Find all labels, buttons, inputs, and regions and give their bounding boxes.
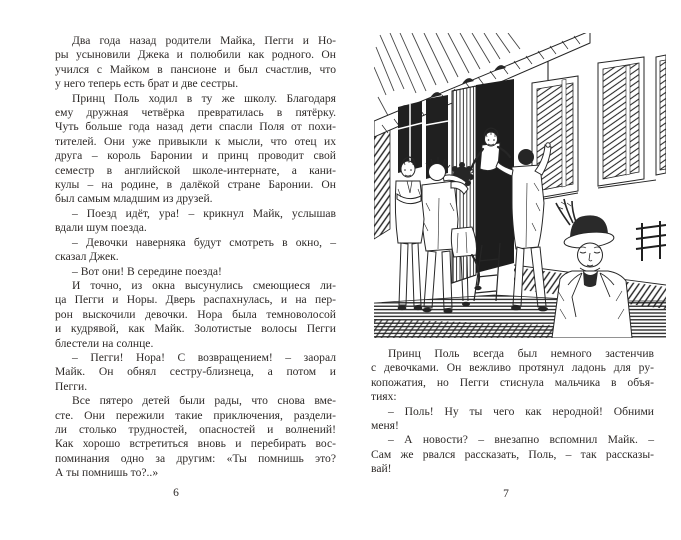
text-line: ли столько трудностей, опасностей и волнений! bbox=[55, 422, 336, 436]
text-line: Сам же рвался рассказать, Поль, – так рассказы- bbox=[371, 447, 654, 461]
text-line: поминания одно за другим: «Ты помнишь это? bbox=[55, 451, 336, 465]
text-line: меня! bbox=[371, 419, 399, 433]
page-number-right: 7 bbox=[503, 488, 509, 500]
page-number-left: 6 bbox=[173, 487, 179, 499]
text-line: Чуть больше года назад дети спасли Поля от похи- bbox=[55, 120, 336, 134]
text-line: рон выскочили девочки. Нора была темноволосой bbox=[55, 307, 336, 321]
text-line: Принц Поль ходил в ту же школу. Благодаря bbox=[72, 91, 336, 105]
illustration-svg bbox=[374, 33, 666, 338]
text-line: – Вот они! В середине поезда! bbox=[72, 264, 222, 278]
text-line: Майк. Он обнял сестру-близнеца, а потом и bbox=[55, 365, 336, 379]
text-line: Все пятеро детей были рады, что снова вме- bbox=[72, 394, 336, 408]
text-line: – А новости? – внезапно вспомнил Майк. – bbox=[388, 433, 654, 447]
text-line: И точно, из окна высунулись смеющиеся ли- bbox=[72, 278, 336, 292]
text-line: семестр в английской школе-интернате, а кани- bbox=[55, 163, 336, 177]
text-line: и кудрявой, как Майк. Золотистые волосы Пегги bbox=[55, 322, 336, 336]
text-line: тиях: bbox=[371, 390, 397, 404]
text-line: вай! bbox=[371, 462, 392, 476]
text-line: вдали шум поезда. bbox=[55, 221, 147, 235]
text-line: – Девочки наверняка будут смотреть в окно, – bbox=[72, 235, 336, 249]
text-line: – Поезд идёт, ура! – крикнул Майк, услышав bbox=[72, 206, 336, 220]
text-line: Как хорошо встретиться вновь и перебирать вос- bbox=[55, 437, 336, 451]
text-line: – Пегги! Нора! С возвращением! – заорал bbox=[72, 350, 336, 364]
text-line: у него теперь есть брат и две сестры. bbox=[55, 77, 239, 91]
text-line: Пегги. bbox=[55, 379, 88, 393]
text-line: кулы – на родине, в далёкой стране Баронии. Он bbox=[55, 178, 336, 192]
text-line: тителей. Они уже привыкли к мысли, что отец их bbox=[55, 134, 336, 148]
page-right-text bbox=[371, 347, 654, 477]
text-line: сказал Джек. bbox=[55, 250, 119, 264]
text-line: ему дружная четвёрка превратилась в пятёрку. bbox=[55, 106, 336, 120]
text-line: блестели на солнце. bbox=[55, 336, 154, 350]
text-line: учился с Майком в пансионе и был счастлив, что bbox=[55, 62, 336, 76]
text-line: – Поль! Ну ты чего как неродной! Обними bbox=[388, 404, 654, 418]
text-line: Принц Поль всегда был немного застенчив bbox=[388, 347, 654, 360]
text-line: А ты помнишь то?..» bbox=[55, 466, 159, 480]
text-line: ры усыновили Джека и полюбили как родного. Он bbox=[55, 48, 336, 62]
text-line: ца Пегги и Норы. Дверь распахнулась, и на пер- bbox=[55, 293, 336, 307]
text-line: копожатия, но Пегги стиснула мальчика в объя- bbox=[371, 375, 654, 389]
text-line: был самым младшим из друзей. bbox=[55, 192, 213, 206]
train-greeting-illustration bbox=[374, 33, 666, 338]
text-line: сте. Они пережили такие приключения, раздели- bbox=[55, 408, 336, 422]
page-left-text bbox=[55, 34, 336, 481]
text-line: Два года назад родители Майка, Пегги и Но- bbox=[72, 34, 336, 47]
text-line: друга – король Баронии и принц проводит свой bbox=[55, 149, 336, 163]
text-line: с девочками. Он вежливо протянул ладонь для ру- bbox=[371, 361, 654, 375]
